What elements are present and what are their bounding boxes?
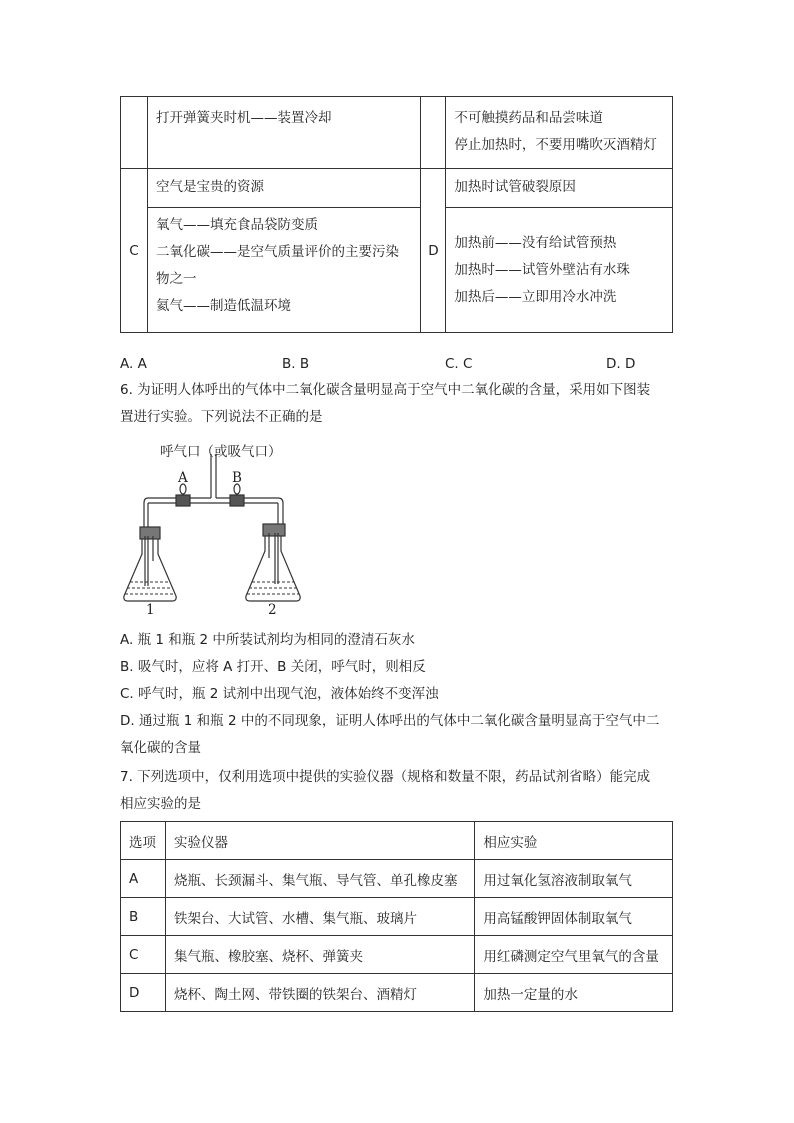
instrument-cell: 烧杯、陶土网、带铁圈的铁架台、酒精灯 [165,974,474,1012]
option-label: C [129,242,139,259]
option-cell: C [121,936,166,974]
row2-left-line: 氧气——填充食品袋防变质 [155,217,318,233]
row1-right-cell [446,97,673,169]
row2-right-label [421,169,446,333]
row2-left-body [147,208,420,333]
q6-option: D. 通过瓶 1 和瓶 2 中的不同现象，证明人体呼出的气体中二氧化碳含量明显高于空气中二 [120,713,660,729]
instrument-table [120,821,673,1012]
row2-left-header-text: 空气是宝贵的资源 [155,179,264,195]
q6-option-continued: 氧化碳的含量 [120,740,201,756]
instrument-cell: 集气瓶、橡胶塞、烧杯、弹簧夹 [165,936,474,974]
option-cell: D [121,974,166,1012]
row2-left-line: 二氧化碳——是空气质量评价的主要污染 [155,244,399,260]
apparatus-diagram [118,436,318,621]
header-cell: 选项 [121,822,166,860]
row2-right-body [446,208,673,333]
row2-left-header [147,169,420,208]
table-row [121,936,673,974]
row2-right-header [446,169,673,208]
q5-option-a: A. A [120,356,147,372]
q6-stem-line: 6. 为证明人体呼出的气体中二氧化碳含量明显高于空气中二氧化碳的含量，采用如下图装 [120,382,651,398]
option-label: D [428,242,439,259]
q7-stem-line: 相应实验的是 [120,796,201,812]
row1-left-cell [147,97,420,169]
row1-left-text: 打开弹簧夹时机——装置冷却 [155,110,332,126]
row2-right-line: 加热前——没有给试管预热 [454,234,617,251]
instrument-cell: 烧瓶、长颈漏斗、集气瓶、导气管、单孔橡皮塞 [165,860,474,898]
row1-right-line: 停止加热时，不要用嘴吹灭酒精灯 [454,137,657,153]
table-row [121,898,673,936]
experiment-cell: 加热一定量的水 [475,974,673,1012]
experiment-cell: 用红磷测定空气里氧气的含量 [475,936,673,974]
clamp-b-label: B [232,470,242,486]
option-cell: B [121,898,166,936]
bottle-1-label: 1 [146,602,155,618]
q5-option-d: D. D [606,356,636,372]
row2-left-line: 物之一 [155,271,197,287]
row1-right-line: 不可触摸药品和品尝味道 [454,110,603,126]
comparison-table [120,96,673,333]
option-cell: A [121,860,166,898]
table-row [121,974,673,1012]
instrument-cell: 铁架台、大试管、水槽、集气瓶、玻璃片 [165,898,474,936]
row2-right-header-text: 加热时试管破裂原因 [454,179,576,195]
row2-left-label [121,169,148,333]
row1-right-label [421,97,446,169]
clamp-a-label: A [178,470,188,486]
apparatus-figure [118,436,318,621]
bottle-2-label: 2 [268,602,277,618]
q6-option: C. 呼气时，瓶 2 试剂中出现气泡，液体始终不变浑浊 [120,686,439,702]
q5-option-c: C. C [445,356,473,372]
row1-left-label [121,97,148,169]
inlet-label: 呼气口（或吸气口） [160,444,282,460]
row2-right-line: 加热时——试管外壁沾有水珠 [454,261,630,278]
header-cell: 相应实验 [475,822,673,860]
row2-left-line: 氦气——制造低温环境 [155,298,291,314]
q6-option: B. 吸气时，应将 A 打开、B 关闭，呼气时，则相反 [120,659,426,675]
q6-option: A. 瓶 1 和瓶 2 中所装试剂均为相同的澄清石灰水 [120,632,415,648]
row2-right-line: 加热后——立即用冷水冲洗 [454,288,617,305]
q6-stem-line: 置进行实验。下列说法不正确的是 [120,409,323,425]
header-cell: 实验仪器 [165,822,474,860]
experiment-cell: 用高锰酸钾固体制取氧气 [475,898,673,936]
q7-stem-line: 7. 下列选项中，仅利用选项中提供的实验仪器（规格和数量不限，药品试剂省略）能完成 [120,769,651,785]
table-header-row [121,822,673,860]
experiment-cell: 用过氧化氢溶液制取氧气 [475,860,673,898]
q5-option-b: B. B [282,356,310,372]
table-row [121,860,673,898]
